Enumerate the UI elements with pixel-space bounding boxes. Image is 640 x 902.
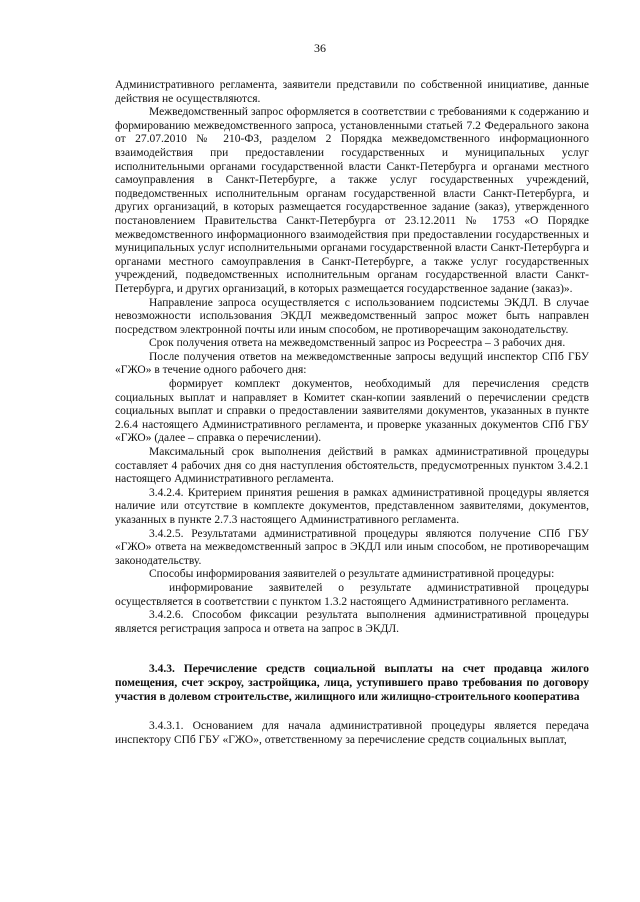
paragraph-3-4-2-6: 3.4.2.6. Способом фиксации результата выполнения административной процедуры является регистрация запроса и ответа на запрос в ЭКДЛ. [115, 609, 589, 635]
paragraph-3-4-3-1: 3.4.3.1. Основанием для начала административной процедуры является передача инспектору СПб ГБУ «ГЖО», ответственному за перечисление средств социальных выплат, [115, 720, 589, 746]
paragraph-continuation: Административного регламента, заявители представили по собственной инициативе, данные действия не осуществляются. [115, 79, 589, 105]
section-heading-3-4-3: 3.4.3. Перечисление средств социальной выплаты на счет продавца жилого помещения, счет эскроу, застройщика, лица, уступившего право требования по договору участия в долевом строительстве, жилищного или жилищно-строительного кооператива [115, 663, 589, 703]
paragraph-3-4-2-5: 3.4.2.5. Результатами административной процедуры являются получение СПб ГБУ «ГЖО» ответа на межведомственный запрос в ЭКДЛ или иным способом, не противоречащим законодательству. [115, 527, 589, 567]
paragraph-max-duration: Максимальный срок выполнения действий в рамках административной процедуры составляет 4 рабочих дня со дня наступления обстоятельств, предусмотренных пунктом 3.4.2.1 настоящего Административного регламента. [115, 446, 589, 486]
paragraph-request-sending: Направление запроса осуществляется с использованием подсистемы ЭКДЛ. В случае невозможности использования ЭКДЛ межведомственный запрос может быть направлен посредством электронной почты или иным способом, не противоречащим законодательству. [115, 296, 589, 336]
paragraph-interagency-request: Межведомственный запрос оформляется в соответствии с требованиями к содержанию и формированию межведомственного запроса, установленными статьей 7.2 Федерального закона от 27.07.2010 № 210-ФЗ, разделом 2 Порядка межведомственного информационного взаимодействия при предоставлении государственных и муниципальных услуг исполнительными органами государственной власти Санкт-Петербурга и органами местного самоуправления в Санкт-Петербурге, а также услуг государственных учреждений, подведомственных исполнительным органам государственной власти Санкт-Петербурга, и других организаций, в которых размещается государственное задание (заказ), утвержденного постановлением Правительства Санкт-Петербурга от 23.12.2011 № 1753 «О Порядке межведомственного информационного взаимодействия при предоставлении государственных и муниципальных услуг исполнительными органами государственной власти Санкт-Петербурга и органами местного самоуправления в Санкт-Петербурге, а также услуг государственных учреждений, подведомственных исполнительным органам государственной власти Санкт-Петербурга, и других организаций, в которых размещается государственное задание (заказ)». [115, 106, 589, 295]
paragraph-informing-methods: Способы информирования заявителей о результате административной процедуры: [149, 568, 555, 581]
page-number: 36 [314, 41, 326, 55]
paragraph-after-responses: После получения ответов на межведомственные запросы ведущий инспектор СПб ГБУ «ГЖО» в течение одного рабочего дня: [115, 350, 589, 377]
paragraph-informing-applicants: информирование заявителей о результате административной процедуры осуществляется в соответствии с пунктом 1.3.2 настоящего Административного регламента. [115, 581, 589, 608]
paragraph-response-deadline: Срок получения ответа на межведомственный запрос из Росреестра – 3 рабочих дня. [149, 337, 566, 350]
paragraph-forms-package: формирует комплект документов, необходимый для перечисления средств социальных выплат и направляет в Комитет скан-копии заявлений о перечислении средств социальных выплат и справки о предоставлении заявителями документов, указанных в пункте 2.6.4 настоящего Административного регламента, и проверке указанных документов СПб ГБУ «ГЖО» (далее – справка о перечислении). [115, 378, 589, 445]
document-body [115, 79, 589, 747]
paragraph-3-4-2-4: 3.4.2.4. Критерием принятия решения в рамках административной процедуры является наличие или отсутствие в комплекте документов, представленном заявителями, документов, указанных в пункте 2.7.3 настоящего Административного регламента. [115, 486, 589, 526]
